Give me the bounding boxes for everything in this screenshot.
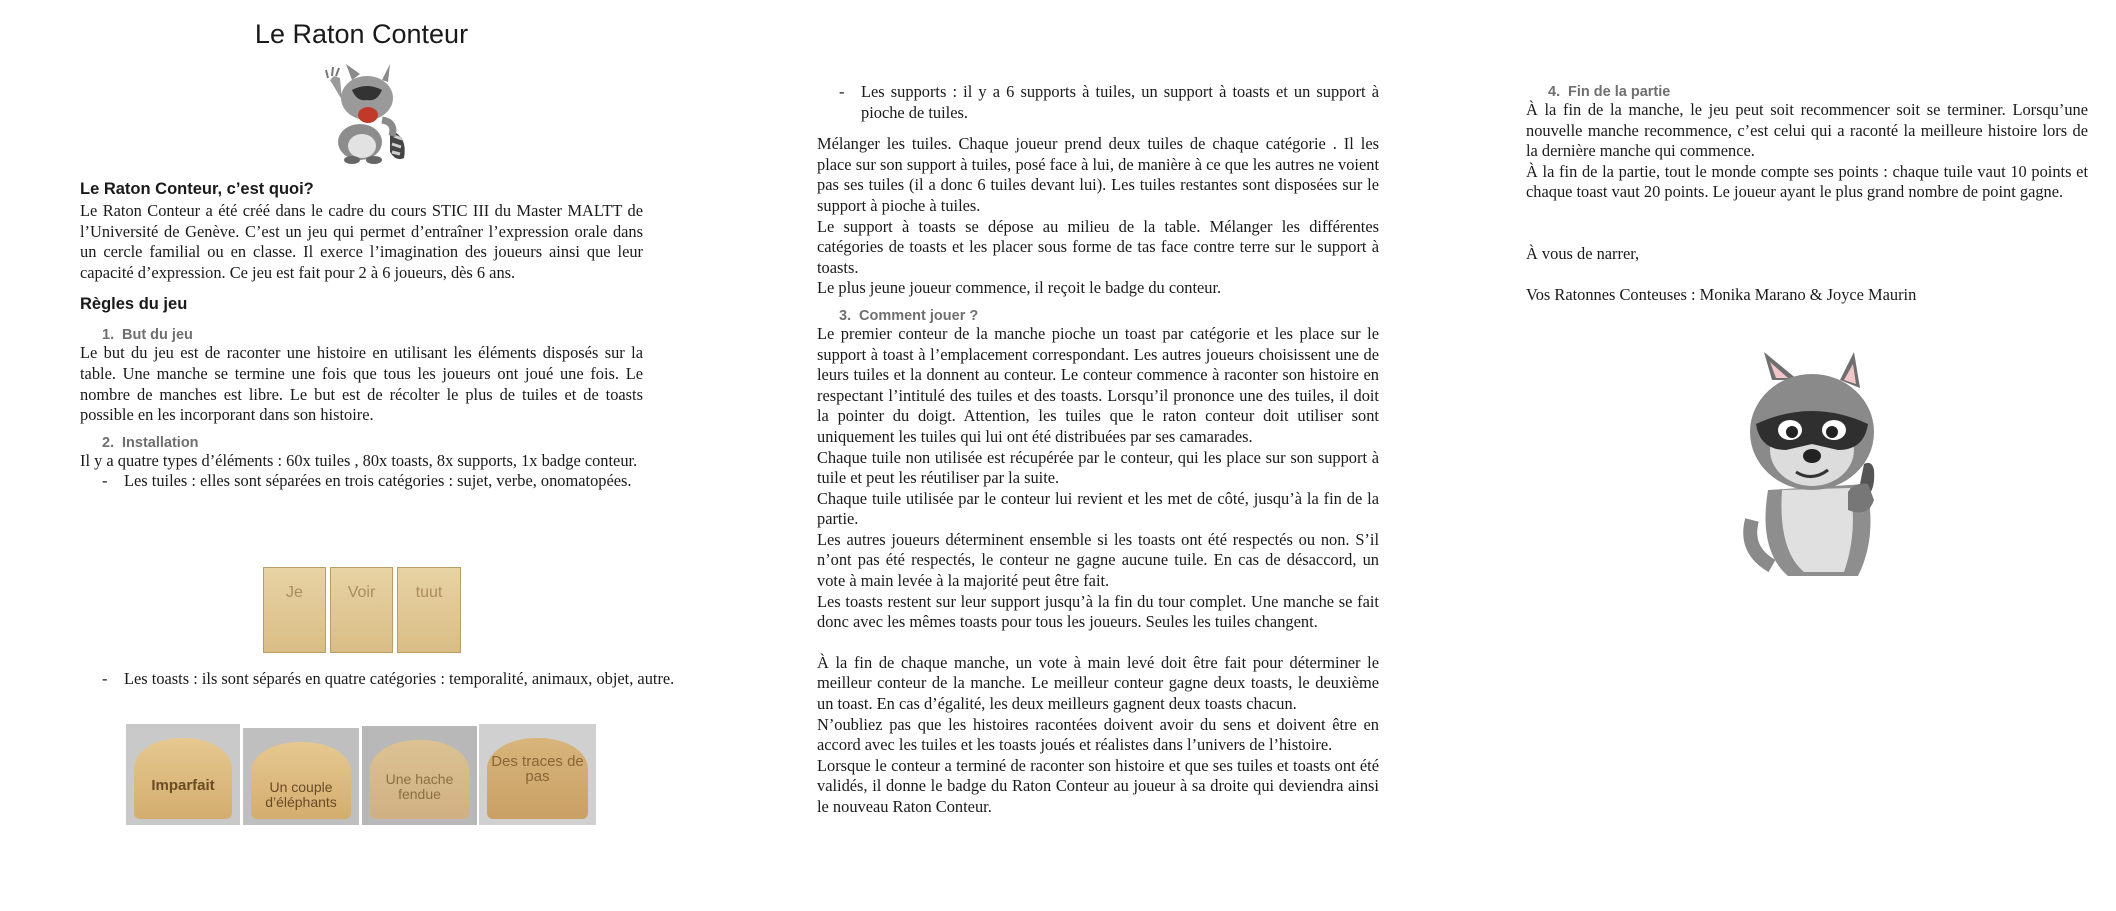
play-paragraph-3: Chaque tuile utilisée par le conteur lui revient et les met de côté, jusqu’à la fin de la partie. [817,488,1379,529]
closing-line: À vous de narrer, [1526,243,1640,263]
toast-card [479,724,596,825]
section-4-title: Fin de la partie [1568,84,1671,100]
column-middle [817,82,1379,818]
section-3-title: Comment jouer ? [859,307,979,324]
section-2-number: 2. [102,434,115,451]
tile-word: tuut [415,584,443,601]
tile-card [330,567,393,653]
section-1-title: But du jeu [122,327,193,344]
bullet-tiles [80,471,643,492]
tile-word: Je [286,584,303,601]
end-paragraph-2: À la fin de la partie, tout le monde compte ses points : chaque tuile vaut 10 points et chaque toast vaut 20 points. Le joueur ayant le plus grand nombre de point gagne. [1526,161,2088,202]
column-left [80,0,675,810]
goal-paragraph: Le but du jeu est de raconter une histoire en utilisant les éléments disposés sur la table. Une manche se termine une fois que tous les joueurs ont joué une fois. Le nombre de manches est libre. Le but est de récolter le plus de tuiles et de toasts possible en les incorporant dans son histoire. [80,343,643,425]
play-paragraph-1: Le premier conteur de la manche pioche un toast par catégorie et les place sur le support à toast à l’emplacement correspondant. Les autres joueurs choisissent une de leurs tuiles et la donnent au conteur. Le conteur commence à raconter son histoire en respectant l’intitulé des tuiles et des toasts. Lorsqu’il prononce une des tuiles, il doit la pointer du doigt. Attention, les tuiles que le raton conteur doit utiliser sont uniquement les tuiles qui lui ont été distribuées par ses camarades. [817,323,1379,446]
toast-label: Imparfait [151,777,215,794]
play-paragraph-4: Les autres joueurs déterminent ensemble si les toasts ont été respectés ou non. S’il n’ont pas été respectés, le conteur ne gagne aucune tuile. En cas de désaccord, un vote à main levée à la majorité peut être fait. [817,529,1379,591]
section-1-heading [80,327,643,343]
toast-card [362,726,477,825]
play-paragraph-2: Chaque tuile non utilisée est récupérée par le conteur, qui les place sur son support à tuile et peut les réutiliser par la suite. [817,447,1379,488]
section-1-number: 1. [102,327,115,344]
toast-card [126,724,240,825]
installation-paragraph: Il y a quatre types d’éléments : 60x tuiles , 80x toasts, 8x supports, 1x badge conteur. [80,450,638,470]
setup-paragraph-2: Le support à toasts se dépose au milieu de la table. Mélanger les différentes catégories de toasts et les placer sous forme de tas face contre terre sur le support à toasts. [817,216,1379,277]
section-4-heading [1526,84,2088,100]
bullet-toasts [80,669,687,690]
signature-line: Vos Ratonnes Conteuses : Monika Marano & Joyce Maurin [1526,284,1917,304]
page-title: Le Raton Conteur [254,19,469,49]
vote-paragraph: À la fin de chaque manche, un vote à main levé doit être fait pour déterminer le meilleur conteur de la manche. Le meilleur conteur gagne deux toasts, le deuxième un toast. En cas d’égalité, les deux meilleurs gagnent deux toasts chacun. [817,652,1379,714]
end-paragraph-1: À la fin de la manche, le jeu peut soit recommencer soit se terminer. Lorsqu’une nouvelle manche recommence, c’est celui qui a raconté la meilleure histoire lors de la dernière manche qui commence. [1526,100,2088,161]
bullet-supports-text: Les supports : il y a 6 supports à tuiles, un support à toasts et un support à pioche de tuiles. [861,82,1379,122]
bullet-tiles-text: Les tuiles : elles sont séparées en trois catégories : sujet, verbe, onomatopées. [124,471,632,491]
bullet-dash: - [102,669,108,688]
section-2-heading [80,435,643,451]
setup-paragraph-3: Le plus jeune joueur commence, il reçoit le badge du conteur. [817,278,1222,298]
section-3-number: 3. [839,307,852,324]
reminder-paragraph: N’oubliez pas que les histoires racontées doivent avoir du sens et doivent être en accord avec les tuiles et les toasts joués et réalistes dans l’univers de l’histoire. [817,714,1379,755]
setup-paragraph-1: Mélanger les tuiles. Chaque joueur prend deux tuiles de chaque catégorie . Il les place sur son support à tuiles, posé face à lui, de manière à ce que les autres ne voient pas ses tuiles (il a donc 6 tuiles devant lui). Les tuiles restantes sont disposées sur le support à pioche à tuiles. [817,134,1379,215]
toast-card [243,728,359,825]
bullet-supports [817,82,1379,123]
tiles-image [263,567,463,653]
tile-card [263,567,326,653]
bullet-dash: - [839,82,845,101]
laughing-raccoon-icon [312,60,422,165]
section-2-title: Installation [122,434,199,451]
intro-paragraph: Le Raton Conteur a été créé dans le cadre du cours STIC III du Master MALTT de l’Université de Genève. C’est un jeu qui permet d’entraîner l’expression orale dans un cercle familial ou en classe. Il exerce l’imagination des joueurs ainsi que leur capacité d’expression. Ce jeu est fait pour 2 à 6 joueurs, dès 6 ans. [80,201,643,282]
toast-label: Une hache fendue [385,771,454,802]
section-4-number: 4. [1548,84,1561,100]
toasts-image [126,724,596,827]
section-3-heading [817,308,1379,324]
bullet-dash: - [102,471,108,491]
play-paragraph-5: Les toasts restent sur leur support jusqu’à la fin du tour complet. Une manche se fait donc avec les mêmes toasts pour tous les joueurs. Seules les tuiles changent. [817,591,1379,632]
thumbs-up-raccoon-icon [1712,350,1902,582]
tile-card [397,567,461,653]
section-heading-what: Le Raton Conteur, c’est quoi? [80,180,314,198]
column-right [1526,84,2088,305]
toast-label: Un couple d’éléphants [265,779,337,810]
tile-word: Voir [347,584,376,601]
badge-paragraph: Lorsque le conteur a terminé de raconter son histoire et que ses tuiles et toasts ont été validés, il donne le badge du Raton Conteur au joueur à sa droite qui deviendra ainsi le nouveau Raton Conteur. [817,755,1379,816]
bullet-toasts-text: Les toasts : ils sont séparés en quatre catégories : temporalité, animaux, objet, autre. [124,669,675,688]
rules-heading: Règles du jeu [80,295,188,314]
toast-label: Des traces de pas [491,753,584,785]
